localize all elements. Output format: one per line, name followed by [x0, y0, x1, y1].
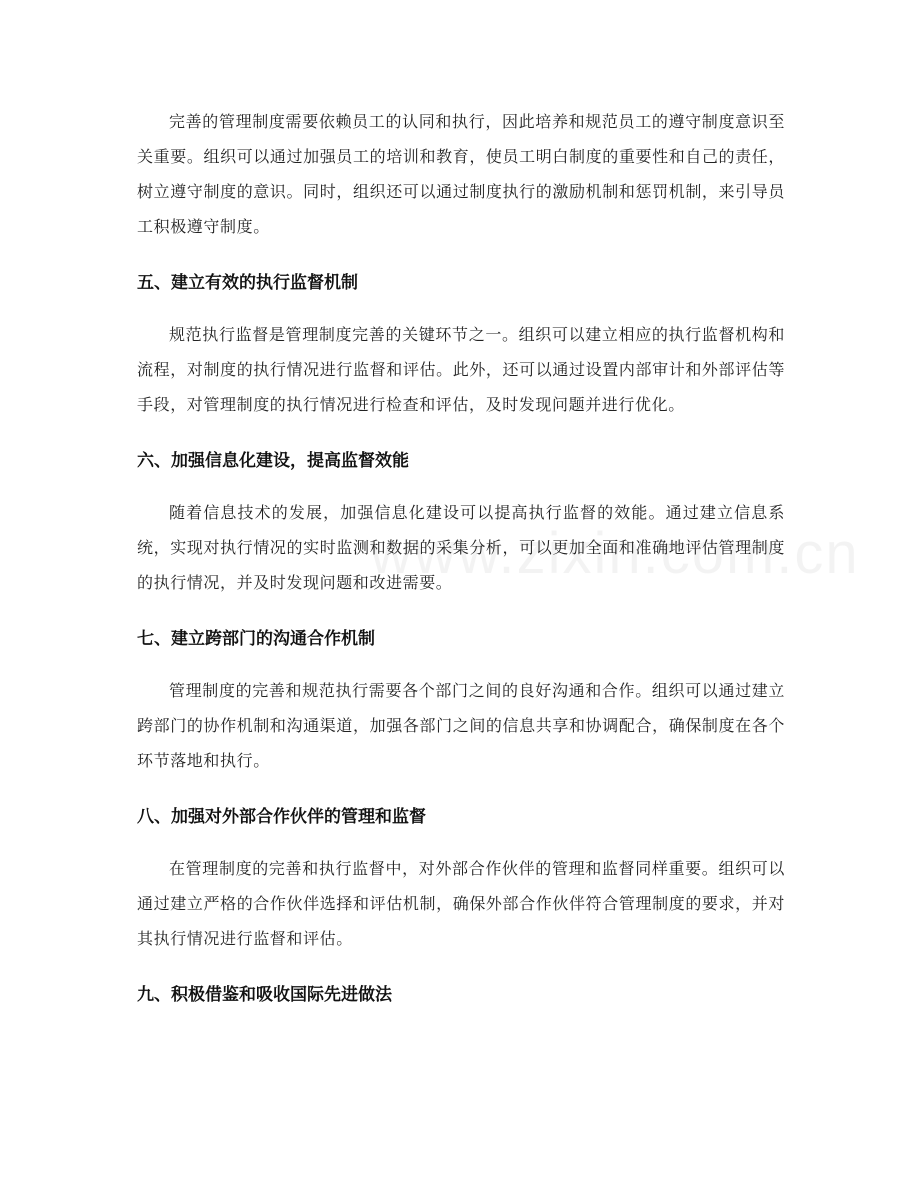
section-heading-5: 五、建立有效的执行监督机制: [137, 273, 358, 293]
section-heading-6: 六、加强信息化建设，提高监督效能: [137, 451, 409, 471]
paragraph-section-5: 规范执行监督是管理制度完善的关键环节之一。组织可以建立相应的执行监督机构和流程，对制度的执行情况进行监督和评估。此外，还可以通过设置内部审计和外部评估等手段，对管理制度的执行情况进行检查和评估，及时发现问题并进行优化。: [137, 325, 785, 414]
paragraph-section-8: 在管理制度的完善和执行监督中，对外部合作伙伴的管理和监督同样重要。组织可以通过建立严格的合作伙伴选择和评估机制，确保外部合作伙伴符合管理制度的要求，并对其执行情况进行监督和评估。: [137, 859, 785, 948]
document-body: [137, 104, 785, 1013]
section-heading-8: 八、加强对外部合作伙伴的管理和监督: [137, 807, 426, 827]
section-heading-7: 七、建立跨部门的沟通合作机制: [137, 629, 375, 649]
paragraph-intro: 完善的管理制度需要依赖员工的认同和执行，因此培养和规范员工的遵守制度意识至关重要。组织可以通过加强员工的培训和教育，使员工明白制度的重要性和自己的责任，树立遵守制度的意识。同时，组织还可以通过制度执行的激励机制和惩罚机制，来引导员工积极遵守制度。: [137, 112, 785, 236]
paragraph-section-6: 随着信息技术的发展，加强信息化建设可以提高执行监督的效能。通过建立信息系统，实现对执行情况的实时监测和数据的采集分析，可以更加全面和准确地评估管理制度的执行情况，并及时发现问题和改进需要。: [137, 503, 785, 592]
paragraph-section-7: 管理制度的完善和规范执行需要各个部门之间的良好沟通和合作。组织可以通过建立跨部门的协作机制和沟通渠道，加强各部门之间的信息共享和协调配合，确保制度在各个环节落地和执行。: [137, 681, 785, 770]
section-heading-9: 九、积极借鉴和吸收国际先进做法: [137, 985, 392, 1005]
